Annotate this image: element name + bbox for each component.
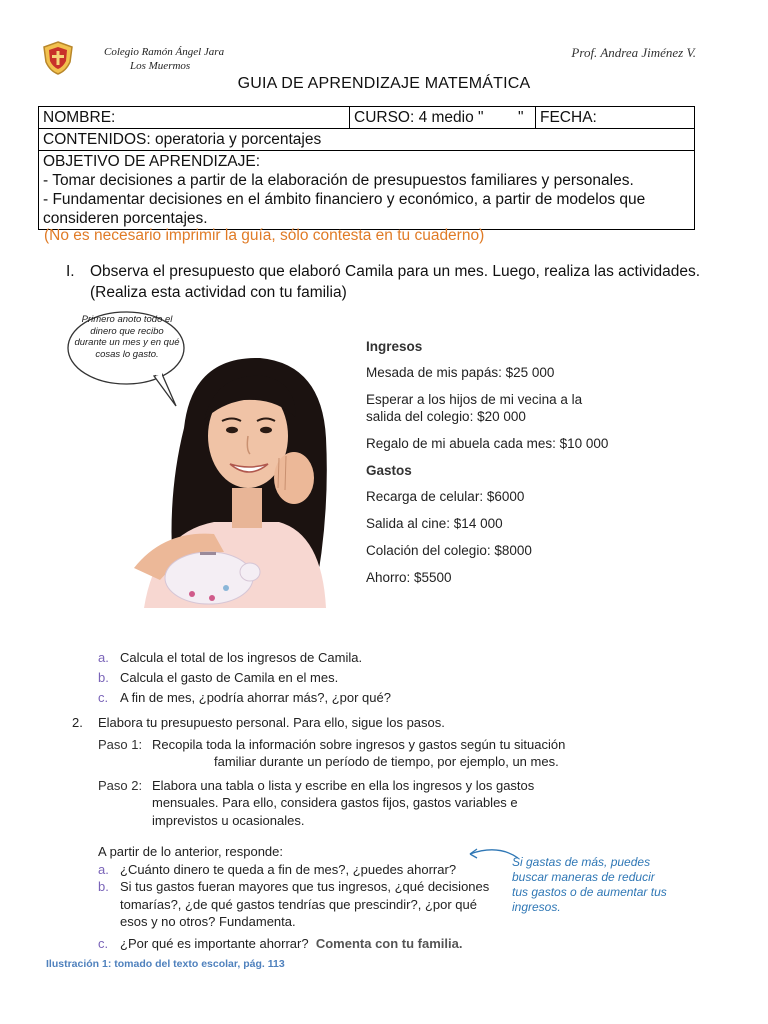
nombre-cell[interactable]: NOMBRE: [39,107,350,129]
paso-1-label: Paso 1: [98,736,143,752]
question-a [98,648,391,668]
questions-1 [98,648,391,708]
school-name [104,45,224,73]
paso-2-text: Elabora una tabla o lista y escribe en ella los ingresos y los gastos mensuales. Para ello, considera gastos fijos, gastos variables e imprevistos u ocasionales. [152,777,535,828]
fecha-cell[interactable]: FECHA: [536,107,695,129]
curso-cell[interactable]: CURSO: 4 medio " " [350,107,536,129]
gastos-heading: Gastos [366,463,412,478]
gasto-item: Ahorro: $5500 [366,570,452,585]
paso-1-text-b: familiar durante un período de tiempo, por ejemplo, un mes. [214,754,559,769]
paso-1-text-a: Recopila toda la información sobre ingresos y gastos según tu situación [152,736,566,752]
info-table [38,106,695,230]
paso-1 [72,736,632,771]
question-letter: c. [98,935,109,951]
question-text: A fin de mes, ¿podría ahorrar más?, ¿por qué? [120,690,391,705]
question-text: Calcula el total de los ingresos de Camila. [120,650,363,665]
responde-heading: A partir de lo anterior, responde: [98,844,284,859]
question-letter: c. [98,690,109,705]
page-title: GUIA DE APRENDIZAJE MATEMÁTICA [237,75,531,92]
gasto-item: Recarga de celular: $6000 [366,489,525,504]
teacher-name: Prof. Andrea Jiménez V. [571,45,696,60]
question-letter: b. [98,670,109,685]
question-text: Si tus gastos fueran mayores que tus ingresos, ¿qué decisiones [120,879,490,894]
objetivo-2: - Fundamentar decisiones en el ámbito financiero y económico, a partir de modelos que consideren porcentajes. [43,191,646,227]
gasto-item: Colación del colegio: $8000 [366,543,532,558]
side-note: Si gastas de más, puedes buscar maneras de reducir tus gastos o de aumentar tus ingresos. [512,855,667,914]
section-1-text: Observa el presupuesto que elaboró Camila para un mes. Luego, realiza las actividades. (Realiza esta actividad con tu familia) [90,263,701,301]
question-letter: a. [98,650,109,665]
school-crest-icon [40,40,76,76]
question-text: ¿Por qué es importante ahorrar? [120,935,309,951]
gasto-item: Salida al cine: $14 000 [366,516,503,531]
section-2 [72,714,632,952]
section-2-text: Elabora tu presupuesto personal. Para ello, sigue los pasos. [98,715,445,730]
section-1 [66,261,706,303]
objetivo-1: - Tomar decisiones a partir de la elaboración de presupuestos familiares y personales. [43,172,634,189]
contenidos-cell: CONTENIDOS: operatoria y porcentajes [39,129,695,151]
illustration-caption: Ilustración 1: tomado del texto escolar, pág. 113 [46,958,285,970]
speech-bubble-text: Primero anoto todo el dinero que recibo durante un mes y en qué cosas lo gasto. [74,314,180,360]
objetivo-cell [39,151,695,230]
ingreso-item: Esperar a los hijos de mi vecina a la salida del colegio: $20 000 [366,392,583,424]
paso-2 [72,777,632,830]
school-line-1: Colegio Ramón Ángel Jara [104,46,225,58]
budget-list [366,338,616,596]
question-text: ¿Cuánto dinero te queda a fin de mes?, ¿puedes ahorrar? [120,861,457,877]
question-c [98,688,391,708]
question-text: tomarías?, ¿de qué gastos tendrías que prescindir?, ¿por qué [120,896,477,912]
section-1-number: I. [66,263,75,280]
question-b [98,668,391,688]
section-2-number: 2. [72,715,83,730]
paso-2-label: Paso 2: [98,777,143,793]
girl-with-piggy-bank-image [64,308,334,608]
ingreso-item: Mesada de mis papás: $25 000 [366,365,555,380]
question-extra: Comenta con tu familia. [315,935,463,951]
question-text: Calcula el gasto de Camila en el mes. [120,670,339,685]
question-letter: b. [98,879,109,894]
objetivo-title: OBJETIVO DE APRENDIZAJE: [43,153,261,170]
ingreso-item: Regalo de mi abuela cada mes: $10 000 [366,436,609,451]
ingresos-heading: Ingresos [366,339,423,354]
question-letter: a. [98,861,109,877]
print-note: (No es necesario imprimir la guía, sólo contesta en tu cuaderno) [44,227,485,244]
school-line-2: Los Muermos [130,60,191,72]
question-text: esos y no otros? Fundamenta. [120,914,296,929]
